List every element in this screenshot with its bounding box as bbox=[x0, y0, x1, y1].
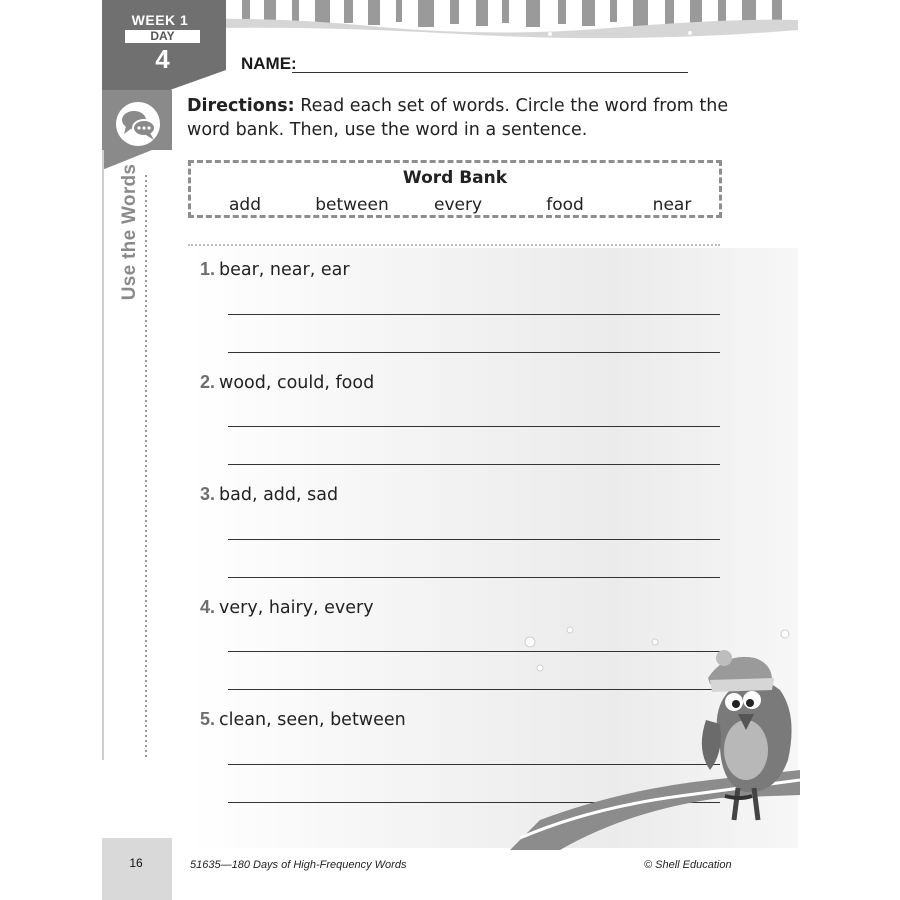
bird-on-branch-illustration bbox=[510, 620, 800, 850]
word-bank-word: near bbox=[652, 195, 692, 215]
speech-bubbles-icon bbox=[114, 100, 162, 148]
day-label: DAY bbox=[125, 30, 200, 43]
item-words[interactable]: bad, add, sad bbox=[219, 485, 339, 505]
day-number: 4 bbox=[155, 44, 170, 74]
item-words[interactable]: wood, could, food bbox=[219, 373, 375, 393]
item-number: 3. bbox=[200, 484, 216, 504]
answer-line[interactable] bbox=[228, 577, 720, 578]
divider bbox=[188, 244, 720, 246]
footer-copyright: © Shell Education bbox=[644, 859, 732, 871]
item-number: 1. bbox=[200, 259, 216, 279]
winter-trees-banner bbox=[130, 0, 798, 40]
word-bank-word: food bbox=[546, 195, 584, 215]
directions-text: Read each set of words. Circle the word from the word bank. Then, use the word in a sentence. bbox=[187, 96, 729, 140]
directions-label: Directions: bbox=[187, 96, 295, 116]
exercise-item-4 bbox=[200, 597, 374, 618]
item-words[interactable]: very, hairy, every bbox=[219, 598, 374, 618]
item-number: 2. bbox=[200, 372, 216, 392]
item-words[interactable]: clean, seen, between bbox=[219, 710, 406, 730]
name-label: NAME: bbox=[241, 54, 297, 73]
item-number: 5. bbox=[200, 709, 216, 729]
word-bank-word: add bbox=[229, 195, 261, 215]
answer-line[interactable] bbox=[228, 539, 720, 540]
page-number: 16 bbox=[129, 856, 143, 870]
answer-line[interactable] bbox=[228, 464, 720, 465]
word-bank bbox=[188, 160, 722, 218]
item-number: 4. bbox=[200, 597, 216, 617]
item-words[interactable]: bear, near, ear bbox=[219, 260, 350, 280]
exercise-item-5 bbox=[200, 709, 406, 730]
answer-line[interactable] bbox=[228, 352, 720, 353]
exercise-item-3 bbox=[200, 484, 338, 505]
answer-line[interactable] bbox=[228, 426, 720, 427]
footer-book-title: 51635—180 Days of High-Frequency Words bbox=[190, 859, 407, 871]
section-title: Use the Words bbox=[119, 163, 140, 301]
week-label: WEEK 1 bbox=[131, 12, 189, 28]
word-bank-word: between bbox=[315, 195, 389, 215]
name-field[interactable] bbox=[292, 72, 688, 73]
exercise-item-1 bbox=[200, 259, 350, 280]
word-bank-word: every bbox=[433, 195, 483, 215]
word-bank-title: Word Bank bbox=[402, 168, 508, 188]
exercise-item-2 bbox=[200, 372, 374, 393]
directions bbox=[187, 94, 747, 142]
answer-line[interactable] bbox=[228, 314, 720, 315]
